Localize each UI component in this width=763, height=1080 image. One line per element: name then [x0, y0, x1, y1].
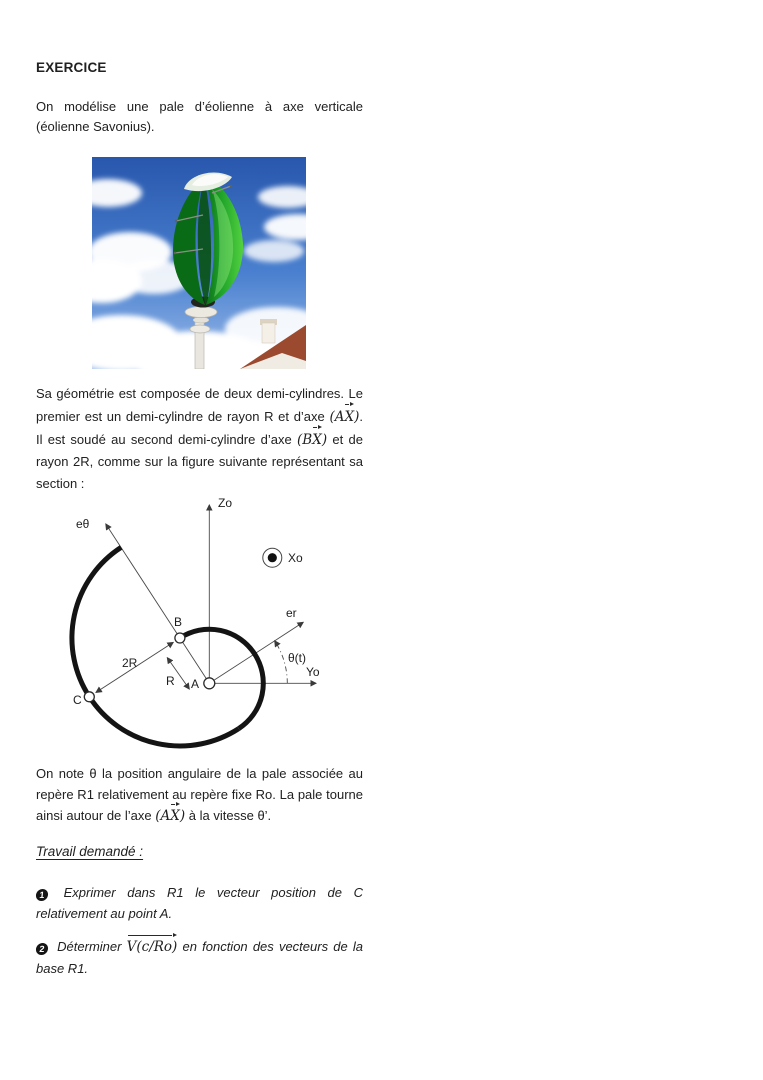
- task-1-text: Exprimer dans R1 le vecteur position de C relativement au point A.: [36, 885, 363, 921]
- task-2-text: Déterminer V(c/Ro) en fonction des vecteurs de la base R1.: [36, 939, 363, 976]
- turbine-photo: [92, 157, 306, 369]
- section-diagram: [30, 492, 360, 762]
- intro-paragraph: On modélise une pale d’éolienne à axe verticale (éolienne Savonius).: [36, 99, 363, 134]
- exercise-title: EXERCICE: [36, 60, 107, 75]
- theta-angle-arc: [275, 641, 288, 684]
- x-axis-label: Xo: [288, 551, 303, 565]
- task-1: [36, 882, 363, 924]
- geometry-paragraph: Sa géométrie est composée de deux demi-cylindres. Le premier est un demi-cylindre de rayon R et d’axe (AX). Il est soudé au second demi-cylindre d’axe (BX) et de rayon 2R, comme sur la figure suivante représentant sa section :: [36, 386, 363, 491]
- point-C-label: C: [73, 693, 82, 707]
- radius-2R-label: 2R: [122, 656, 138, 670]
- large-half-cylinder-arc: [72, 547, 239, 746]
- task-2-number-bullet: 2: [35, 943, 48, 955]
- z-axis-label: Zo: [218, 496, 233, 510]
- point-B-marker: [175, 633, 185, 643]
- x-axis-symbol: [263, 548, 282, 567]
- point-A-marker: [204, 678, 215, 689]
- task-2: [36, 936, 363, 979]
- work-heading-text: Travail demandé :: [36, 844, 144, 859]
- task-1-number-bullet: 1: [35, 889, 48, 901]
- etheta-label: eθ: [76, 517, 90, 531]
- point-B-label: B: [174, 615, 183, 629]
- turbine-photo-graphic: [92, 157, 306, 369]
- point-A-label: A: [191, 677, 200, 691]
- y-axis-label: Yo: [306, 665, 320, 679]
- work-heading: [36, 844, 143, 859]
- notation-paragraph: On note θ la position angulaire de la pale associée au repère R1 relativement au repère fixe Ro. La pale tourne ainsi autour de l’axe (AX) à la vitesse θ’.: [36, 763, 363, 827]
- er-label: er: [286, 606, 297, 620]
- radius-R-label: R: [166, 674, 175, 688]
- point-C-marker: [84, 692, 94, 702]
- theta-t-label: θ(t): [288, 651, 306, 665]
